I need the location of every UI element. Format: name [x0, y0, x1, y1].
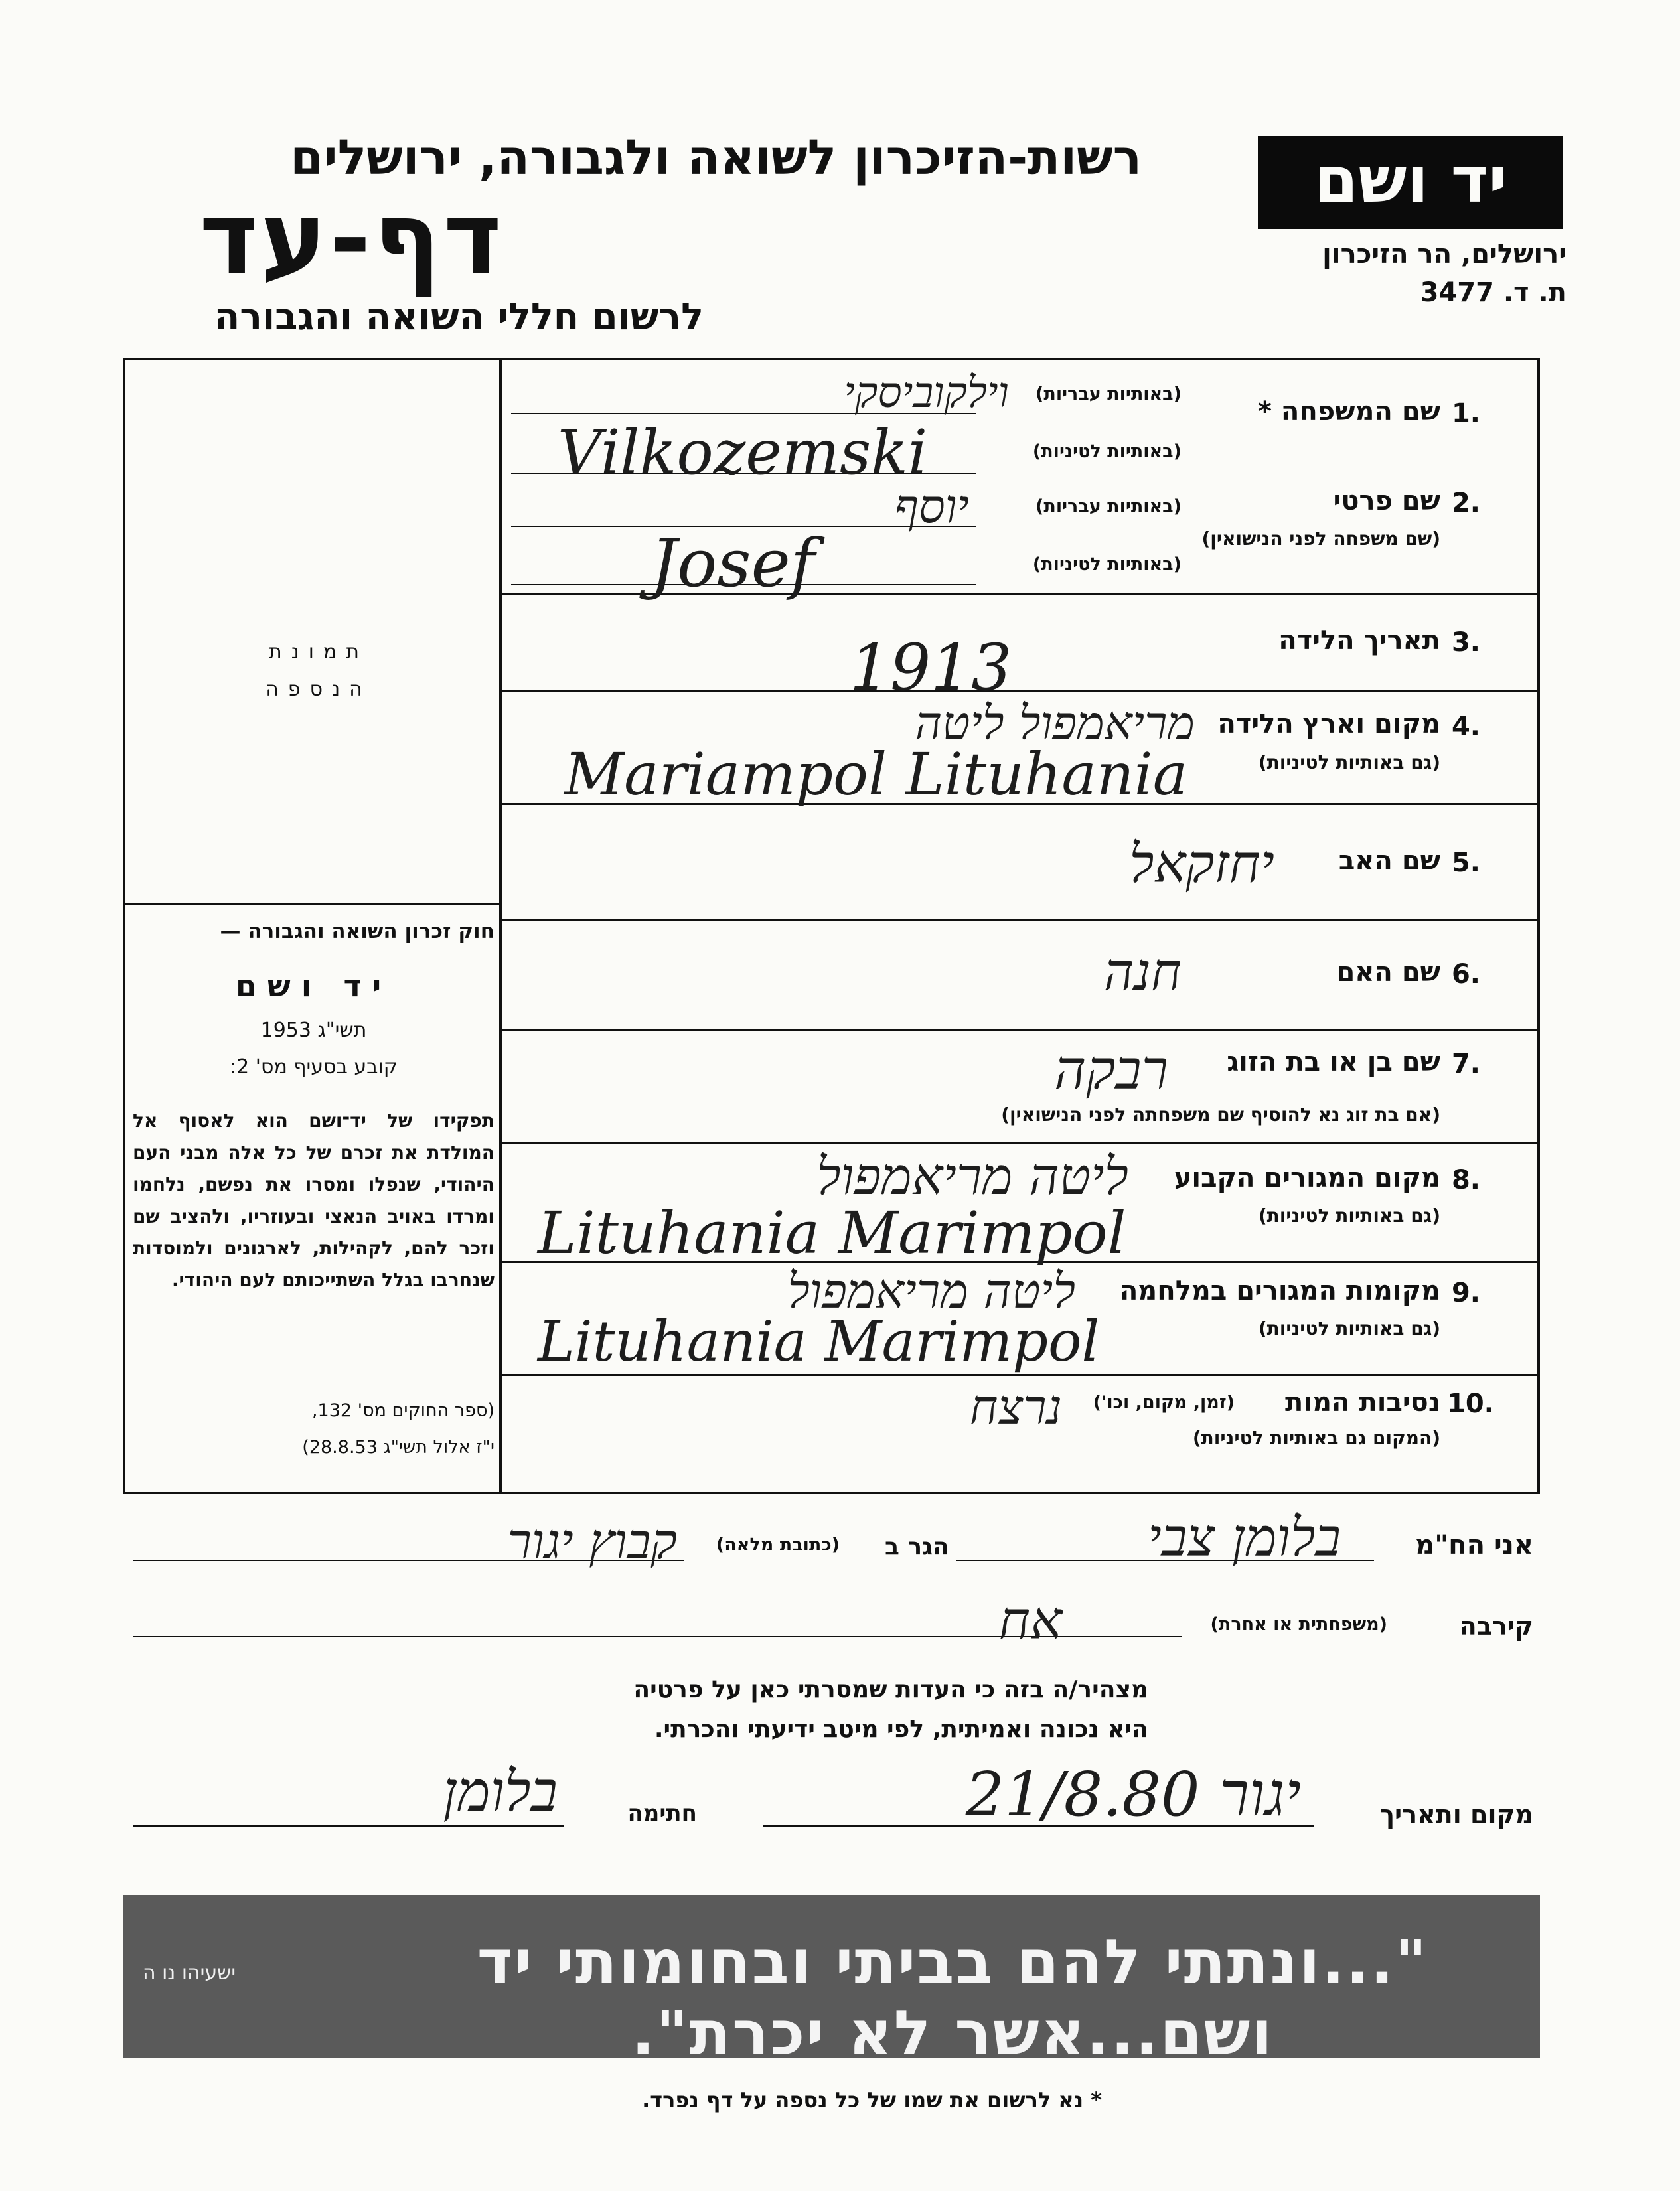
field-label: שם האם	[1336, 957, 1440, 988]
declarant-name-value: בלומן צבי	[1147, 1507, 1341, 1568]
quote-banner	[123, 1895, 1540, 2069]
spouse-name-value: רבקה	[1054, 1039, 1168, 1102]
hint-latin: (באותיות לטיניות)	[1032, 441, 1182, 462]
field-number: 9.	[1451, 1278, 1480, 1308]
law-name: יד ושם	[235, 968, 392, 1004]
statement-line-1: מצהיר/ה בזה כי העדות שמסרתי כאן על פרטיה	[633, 1676, 1148, 1703]
yad-vashem-logo	[1258, 136, 1563, 229]
field-label: שם המשפחה *	[1258, 396, 1440, 427]
hint-hebrew: (באותיות עבריות)	[1035, 384, 1182, 404]
photo-placeholder-label: תמונת הנספה	[266, 641, 372, 701]
mother-name-value: חנה	[1103, 943, 1182, 1002]
place-date-value: יגור 21/8.80	[965, 1759, 1301, 1830]
law-body: תפקידו של יד־ושם הוא לאסוף אל המולדת את זכרם של כל אלה מבני העם היהודי, שנפלו ומסרו את נפשם, נלחמו ומרדו באויב הנאצי ובעוזריו, ולהציב שם וזכר להם, לקהילות, לארגונים ולמוסדות שנחרבו בגלל השתייכותם לעם היהודי.	[133, 1110, 495, 1291]
field-label: שם בן או בת הזוג	[1227, 1047, 1440, 1077]
field-sublabel: (גם באותיות לטיניות)	[1258, 1318, 1440, 1339]
field-sublabel: (אם בת זוג נא להוסיף שם משפחתה לפני הנישואין)	[1001, 1104, 1440, 1126]
field-sublabel: (גם באותיות לטיניות)	[1258, 1205, 1440, 1227]
relation-hint: (משפחתית או אחרת)	[1210, 1614, 1387, 1635]
father-name-value: יחזקאל	[1129, 833, 1274, 895]
sidebar-section-divider	[123, 903, 501, 905]
signature-value: בלומן	[443, 1759, 558, 1824]
wartime-residence-hebrew-value: ליטה מריאמפול	[787, 1263, 1075, 1319]
statement-line-2: היא נכונה ואמיתית, לפי מיטב ידיעתי והכרתי.	[654, 1716, 1148, 1743]
field-number: 1.	[1451, 398, 1480, 429]
declarant-label: אני הח"מ	[1415, 1530, 1533, 1560]
law-source: (ספר החוקים מס' 132,	[311, 1400, 495, 1421]
po-box: ת. ד. 3477	[1420, 277, 1566, 308]
family-name-hebrew-value: וילקוביסקי	[844, 368, 1009, 417]
birth-date-value: 1913	[850, 631, 1012, 705]
field-label: שם האב	[1338, 846, 1440, 876]
footnote: * נא לרשום את שמו של כל נספה על דף נפרד.	[642, 2087, 1102, 2113]
permanent-residence-latin-value: Lituhania Marimpol	[538, 1199, 1126, 1267]
field-hint: (זמן, מקום, וכו')	[1093, 1393, 1235, 1413]
field-number: 4.	[1451, 712, 1480, 742]
banner-quote: "...ונתתי להם בביתי ובחומותי יד ושם...אשר לא יכרת".	[477, 1927, 1428, 2069]
field-label: מקום וארץ הלידה	[1217, 709, 1440, 739]
place-date-label: מקום ותאריך	[1380, 1800, 1533, 1829]
field-label: נסיבות המות	[1285, 1387, 1440, 1418]
row-divider	[499, 919, 1539, 921]
first-name-latin-value: Josef	[650, 524, 815, 602]
hint-latin: (באותיות לטיניות)	[1032, 554, 1182, 575]
field-label: שם פרטי	[1333, 486, 1440, 516]
banner-source: ישעיהו נו ה	[143, 1961, 236, 1985]
field-sublabel: (המקום גם באותיות לטיניות)	[1192, 1427, 1440, 1449]
logo-text: יד ושם	[1314, 143, 1507, 217]
law-heading: חוק זכרון השואה והגבורה —	[220, 919, 495, 943]
law-year: תשי"ג 1953	[260, 1019, 367, 1042]
relation-label: קירבה	[1459, 1612, 1533, 1641]
field-number: 3.	[1451, 627, 1480, 658]
family-name-latin-value: Vilkozemski	[558, 417, 928, 488]
field-number: 7.	[1451, 1049, 1480, 1079]
wartime-residence-latin-value: Lituhania Marimpol	[538, 1309, 1100, 1374]
field-label: מקומות המגורים במלחמה	[1119, 1276, 1440, 1306]
frame-right-border	[1537, 358, 1540, 1493]
hint-hebrew: (באותיות עבריות)	[1035, 496, 1182, 517]
row-divider	[499, 1029, 1539, 1031]
address-value: קבוץ יגור	[507, 1513, 677, 1570]
frame-mid-border	[123, 1492, 1540, 1494]
first-name-hebrew-value: יוסף	[894, 479, 969, 534]
institution-address: ירושלים, הר הזיכרון	[1322, 239, 1566, 269]
field-label: תאריך הלידה	[1278, 625, 1440, 656]
field-number: 6.	[1451, 959, 1480, 990]
law-date: י"ז אלול תשי"ג 28.8.53)	[302, 1437, 495, 1458]
field-number: 8.	[1451, 1165, 1480, 1195]
field-number: 5.	[1451, 848, 1480, 878]
permanent-residence-hebrew-value: ליטה מריאמפול	[816, 1147, 1128, 1207]
entry-line	[133, 1825, 564, 1827]
field-number: 2.	[1451, 488, 1480, 518]
field-sublabel: (גם באותיות לטיניות)	[1258, 751, 1440, 773]
birth-place-latin-value: Mariampol Lituhania	[564, 740, 1188, 808]
field-number: 10.	[1447, 1389, 1494, 1419]
sidebar-divider	[499, 358, 502, 1493]
birth-place-hebrew-value: מריאמפול ליטה	[915, 696, 1195, 750]
row-divider	[499, 1142, 1539, 1144]
address-hint: (כתובת מלאה)	[716, 1535, 840, 1555]
page-title: דף-עד	[199, 181, 504, 297]
field-sublabel: (שם משפחה לפני הנישואין)	[1201, 528, 1440, 550]
page-subtitle: לרשום חללי השואה והגבורה	[214, 295, 704, 339]
law-clause: קובע בסעיף מס' 2:	[230, 1055, 398, 1079]
frame-top-border	[123, 358, 1540, 360]
field-label: מקום המגורים הקבוע	[1174, 1163, 1440, 1193]
row-divider	[499, 1374, 1539, 1376]
row-divider	[499, 690, 1539, 692]
relation-value: אח	[998, 1590, 1062, 1651]
resides-label: הגר ב	[885, 1533, 949, 1560]
death-circumstances-value: נרצח	[969, 1379, 1062, 1435]
frame-left-border	[123, 358, 125, 1493]
signature-label: חתימה	[627, 1800, 697, 1827]
authority-title: רשות-הזיכרון לשואה ולגבורה, ירושלים	[290, 129, 1142, 185]
